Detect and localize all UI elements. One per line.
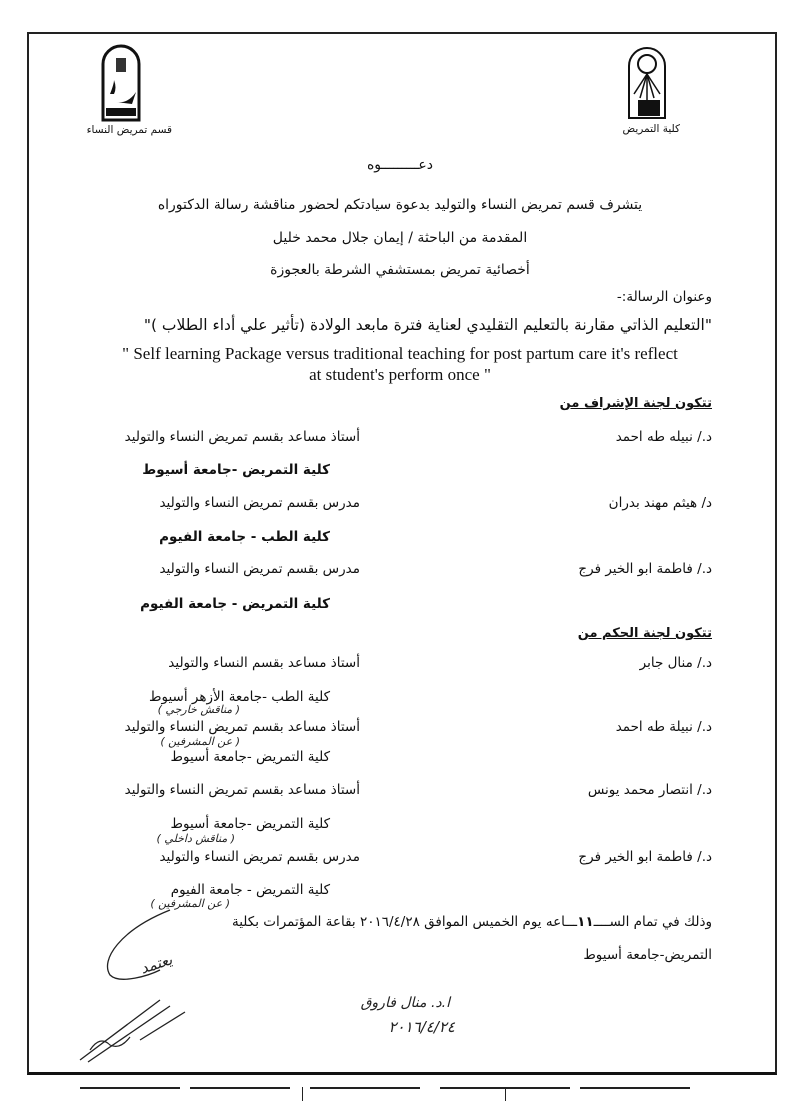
supervisor-affiliation: كلية التمريض -جامعة أسيوط	[142, 462, 330, 478]
footer-rule	[310, 1087, 420, 1089]
center-signature-date: ٢٠١٦/٤/٢٤	[388, 1018, 455, 1036]
closing-location: التمريض-جامعة أسيوط	[583, 947, 712, 963]
judge-note-handwritten: ( عن المشرفين )	[160, 735, 240, 748]
closing-text-a: وذلك في تمام الســــ	[593, 914, 712, 930]
supervisor-name: د./ فاطمة ابو الخير فرج	[578, 561, 712, 577]
judge-affiliation: كلية التمريض - جامعة الفيوم	[170, 882, 330, 898]
assiut-university-logo	[626, 44, 668, 120]
judge-name: د./ فاطمة ابو الخير فرج	[578, 849, 712, 865]
judge-note-handwritten: ( مناقش داخلي )	[156, 832, 235, 845]
judge-affiliation: كلية التمريض -جامعة أسيوط	[170, 816, 330, 832]
judge-role: أستاذ مساعد بقسم النساء والتوليد	[168, 655, 360, 671]
thesis-title-english-1: " Self learning Package versus traditional teaching for post partum care it's reflect	[122, 344, 678, 363]
left-signature-text: يعتمد	[138, 950, 175, 978]
faculty-caption: كلية التمريض	[622, 123, 680, 135]
center-signature-name: ا.د. منال فاروق	[360, 995, 450, 1011]
supervisor-role: أستاذ مساعد بقسم تمريض النساء والتوليد	[124, 429, 360, 445]
supervision-heading: تتكون لجنة الإشراف من	[559, 396, 712, 411]
footer-rule	[580, 1087, 690, 1089]
left-signature-scribble	[60, 900, 240, 1065]
judge-role: أستاذ مساعد بقسم تمريض النساء والتوليد	[124, 719, 360, 735]
judge-affiliation: كلية الطب -جامعة الأزهر أسيوط	[148, 689, 330, 705]
supervisor-role: مدرس بقسم تمريض النساء والتوليد	[159, 495, 360, 511]
closing-line	[232, 913, 712, 931]
thesis-label: وعنوان الرسالة:-	[616, 289, 712, 305]
womens-nursing-dept-logo	[100, 44, 142, 122]
thesis-title-arabic: "التعليم الذاتي مقارنة بالتعليم التقليدي لعناية فترة مابعد الولادة (تأثير علي أداء الطلاب )"	[143, 316, 712, 334]
judge-note-handwritten: ( مناقش خارجي )	[157, 703, 240, 716]
judge-name: د./ انتصار محمد يونس	[587, 782, 712, 798]
footer-tick	[505, 1087, 506, 1101]
department-caption: قسم تمريض النساء	[86, 124, 172, 136]
researcher-position: أخصائية تمريض بمستشفي الشرطة بالعجوزة	[270, 262, 530, 278]
closing-hour: ١١	[577, 914, 594, 930]
judge-note-handwritten: ( عن المشرفين )	[150, 897, 230, 910]
footer-rule	[80, 1087, 180, 1089]
judge-role: أستاذ مساعد بقسم تمريض النساء والتوليد	[124, 782, 360, 798]
supervisor-role: مدرس بقسم تمريض النساء والتوليد	[159, 561, 360, 577]
supervisor-name: د./ نبيله طه احمد	[615, 429, 712, 445]
invitation-title: دعـــــــــوه	[366, 157, 434, 173]
researcher-line: المقدمة من الباحثة / إيمان جلال محمد خليل	[272, 230, 528, 246]
judge-name: د./ نبيلة طه احمد	[615, 719, 712, 735]
intro-line: يتشرف قسم تمريض النساء والتوليد بدعوة سيادتكم لحضور مناقشة رسالة الدكتوراه	[157, 197, 643, 213]
footer-rule	[190, 1087, 290, 1089]
footer-tick	[302, 1087, 303, 1101]
closing-text-b: ـــاعه يوم الخميس الموافق ٢٠١٦/٤/٢٨ بقاعة المؤتمرات بكلية	[231, 914, 578, 930]
thesis-title-english-2: at student's perform once "	[309, 365, 491, 384]
supervisor-affiliation: كلية الطب - جامعة الفيوم	[159, 529, 330, 545]
judging-heading: تتكون لجنة الحكم من	[577, 626, 712, 641]
judge-name: د./ منال جابر	[639, 655, 712, 671]
judge-role: مدرس بقسم تمريض النساء والتوليد	[159, 849, 360, 865]
judge-affiliation: كلية التمريض -جامعة أسيوط	[170, 749, 330, 765]
supervisor-name: د/ هيثم مهند بدران	[608, 495, 712, 511]
supervisor-affiliation: كلية التمريض - جامعة الفيوم	[140, 596, 330, 612]
